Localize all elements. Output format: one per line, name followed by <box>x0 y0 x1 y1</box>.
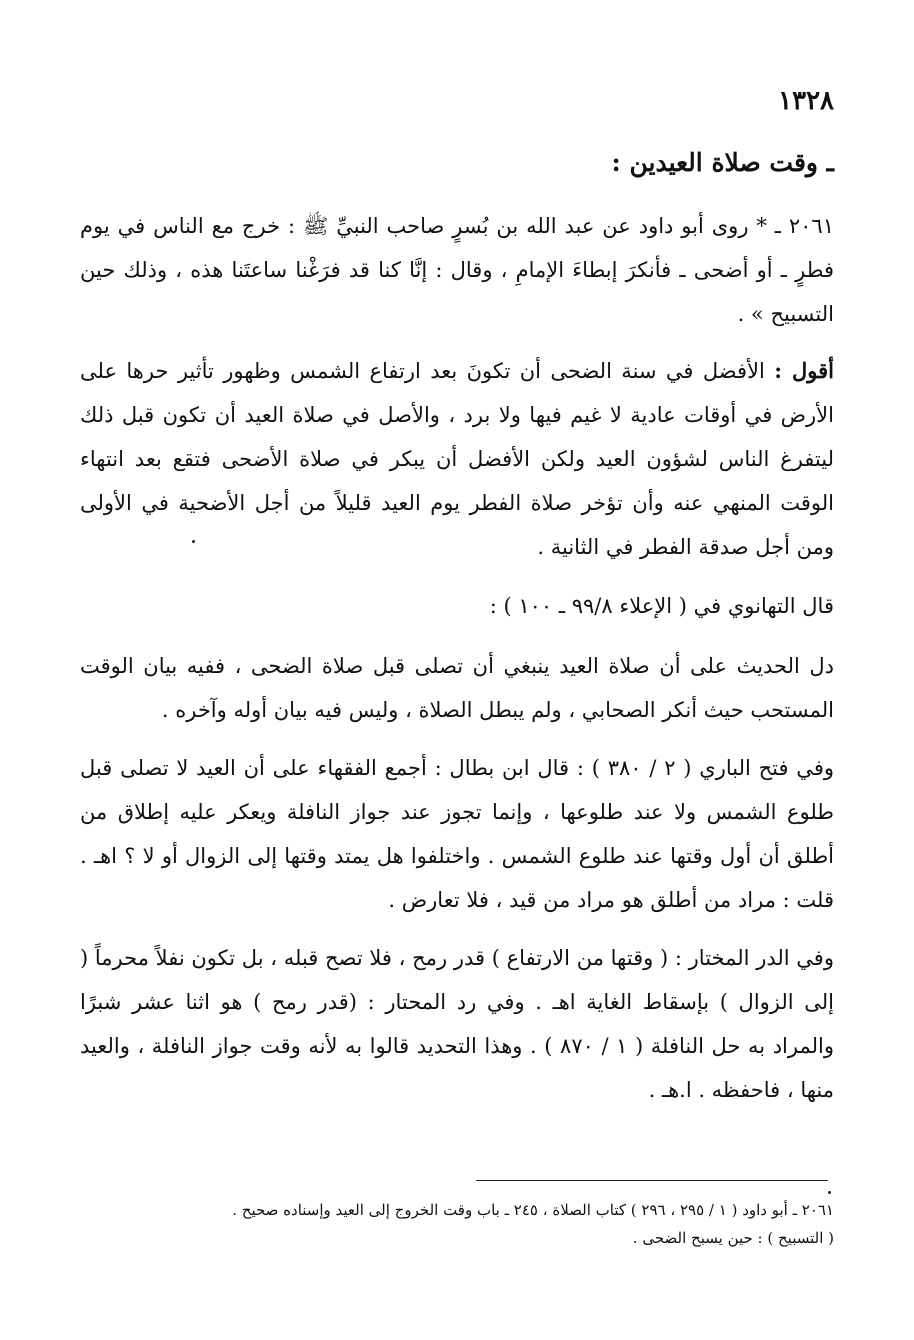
footnotes <box>150 1196 834 1252</box>
hadith-paragraph: ٢٠٦١ ـ * روى أبو داود عن عبد الله بن بُسرٍ صاحب النبيِّ ﷺ : خرج مع الناس في يوم فطرٍ ـ أو أضحى ـ فأنكرَ إبطاءَ الإمامِ ، وقال : إنَّا كنا قد فرَغْنا ساعتَنا هذه ، وذلك حين التسبيح » . <box>80 214 834 326</box>
footnote-source: ٢٠٦١ ـ أبو داود ( ١ / ٢٩٥ ، ٢٩٦ ) كتاب الصلاة ، ٢٤٥ ـ باب وقت الخروج إلى العيد وإسناده صحيح . <box>232 1201 834 1219</box>
tahanawi-quote-intro: قال التهانوي في ( الإعلاء ٩٩/٨ ـ ١٠٠ ) : <box>489 594 834 618</box>
page-number: ١٣٢٨ <box>778 86 834 116</box>
section-heading: ـ وقت صلاة العيدين : <box>611 148 834 177</box>
stray-dot <box>192 540 195 543</box>
durr-al-mukhtar-paragraph: وفي الدر المختار : ( وقتها من الارتفاع ) قدر رمح ، فلا تصح قبله ، بل تكون نفلاً محرماً ( إلى الزوال ) بإسقاط الغاية اهـ . وفي رد المحتار : (قدر رمح ) هو اثنا عشر شبرًا والمراد به حل النافلة ( ١ / ٨٧٠ ) . وهذا التحديد قالوا به لأنه وقت جواز النافلة ، والعيد منها ، فاحفظه . ا.هـ . <box>80 946 834 1102</box>
footnote-gloss: ( التسبيح ) : حين يسبح الضحى . <box>632 1229 834 1247</box>
commentary-paragraph <box>80 349 834 569</box>
fath-al-bari-paragraph: وفي فتح الباري ( ٢ / ٣٨٠ ) : قال ابن بطال : أجمع الفقهاء على أن العيد لا تصلى قبل طلوع الشمس ولا عند طلوعها ، وإنما تجوز عند جواز النافلة ويعكر عليه إطلاق من أطلق أن أول وقتها عند طلوع الشمس . واختلفوا هل يمتد وقتها إلى الزوال أو لا ؟ اهـ . قلت : مراد من أطلق هو مراد من قيد ، فلا تعارض . <box>80 756 834 912</box>
footnote-dot <box>828 1191 831 1194</box>
commentary-lead: أقول : <box>774 358 834 383</box>
hadith-indication-paragraph: دل الحديث على أن صلاة العيد ينبغي أن تصلى قبل صلاة الضحى ، ففيه بيان الوقت المستحب حيث أنكر الصحابي ، ولم يبطل الصلاة ، وليس فيه بيان أوله وآخره . <box>80 654 834 722</box>
footnote-separator <box>476 1180 828 1181</box>
commentary-body: الأفضل في سنة الضحى أن تكونَ بعد ارتفاع الشمس وظهور تأثير حرها على الأرض في أوقات عادية لا غيم فيها ولا برد ، والأصل في صلاة العيد أن تكون قبل ذلك ليتفرغ الناس لشؤون العيد ولكن الأفضل أن يبكر في صلاة الأضحى فتقع بعد انتهاء الوقت المنهي عنه وأن تؤخر صلاة الفطر يوم العيد قليلاً من أجل الأضحية في الأولى ومن أجل صدقة الفطر في الثانية . <box>80 359 834 559</box>
